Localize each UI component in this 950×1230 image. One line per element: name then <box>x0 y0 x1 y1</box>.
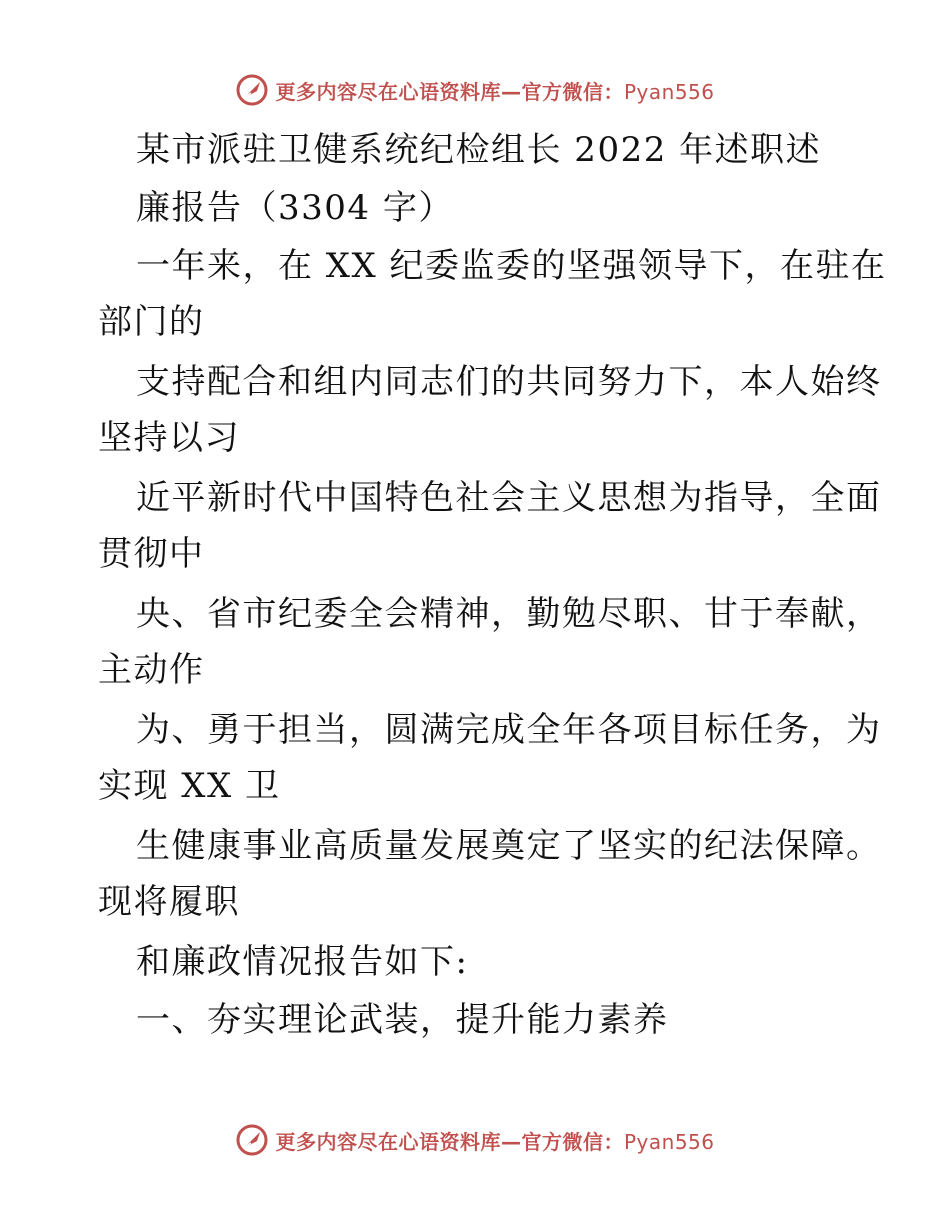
header-banner-text <box>275 76 714 105</box>
header-wechat-id: Pyan556 <box>623 79 715 104</box>
paragraph-line: 为、勇于担当，圆满完成全年各项目标任务，为 <box>136 710 882 750</box>
header-banner <box>0 70 950 110</box>
document-title-line-1: 某市派驻卫健系统纪检组长 2022 年述职述 <box>136 130 822 170</box>
paragraph-line: 央、省市纪委全会精神，勤勉尽职、甘于奉献， <box>136 594 882 634</box>
header-banner-label: 更多内容尽在心语资料库—官方微信： <box>275 79 624 104</box>
footer-banner-label: 更多内容尽在心语资料库—官方微信： <box>275 1129 624 1154</box>
quill-logo-icon <box>235 1123 269 1157</box>
document-title-line-2: 廉报告（3304 字） <box>136 188 454 228</box>
paragraph-line: 近平新时代中国特色社会主义思想为指导，全面 <box>136 478 882 518</box>
paragraph-line: 支持配合和组内同志们的共同努力下，本人始终 <box>136 362 882 402</box>
paragraph-line: 生健康事业高质量发展奠定了坚实的纪法保障。 <box>136 826 882 866</box>
footer-banner <box>0 1120 950 1160</box>
paragraph-line: 和廉政情况报告如下: <box>136 942 469 982</box>
paragraph-line: 贯彻中 <box>98 534 205 574</box>
paragraph-line: 主动作 <box>98 650 205 690</box>
footer-wechat-id: Pyan556 <box>623 1129 715 1154</box>
paragraph-line: 现将履职 <box>98 882 240 922</box>
paragraph-line: 部门的 <box>98 302 205 342</box>
section-heading-1: 一、夯实理论武装，提升能力素养 <box>136 1000 669 1040</box>
paragraph-line: 一年来，在 XX 纪委监委的坚强领导下，在驻在 <box>136 246 887 286</box>
footer-banner-text <box>275 1126 714 1155</box>
quill-logo-icon <box>235 73 269 107</box>
paragraph-line: 实现 XX 卫 <box>98 766 281 806</box>
paragraph-line: 坚持以习 <box>98 418 240 458</box>
